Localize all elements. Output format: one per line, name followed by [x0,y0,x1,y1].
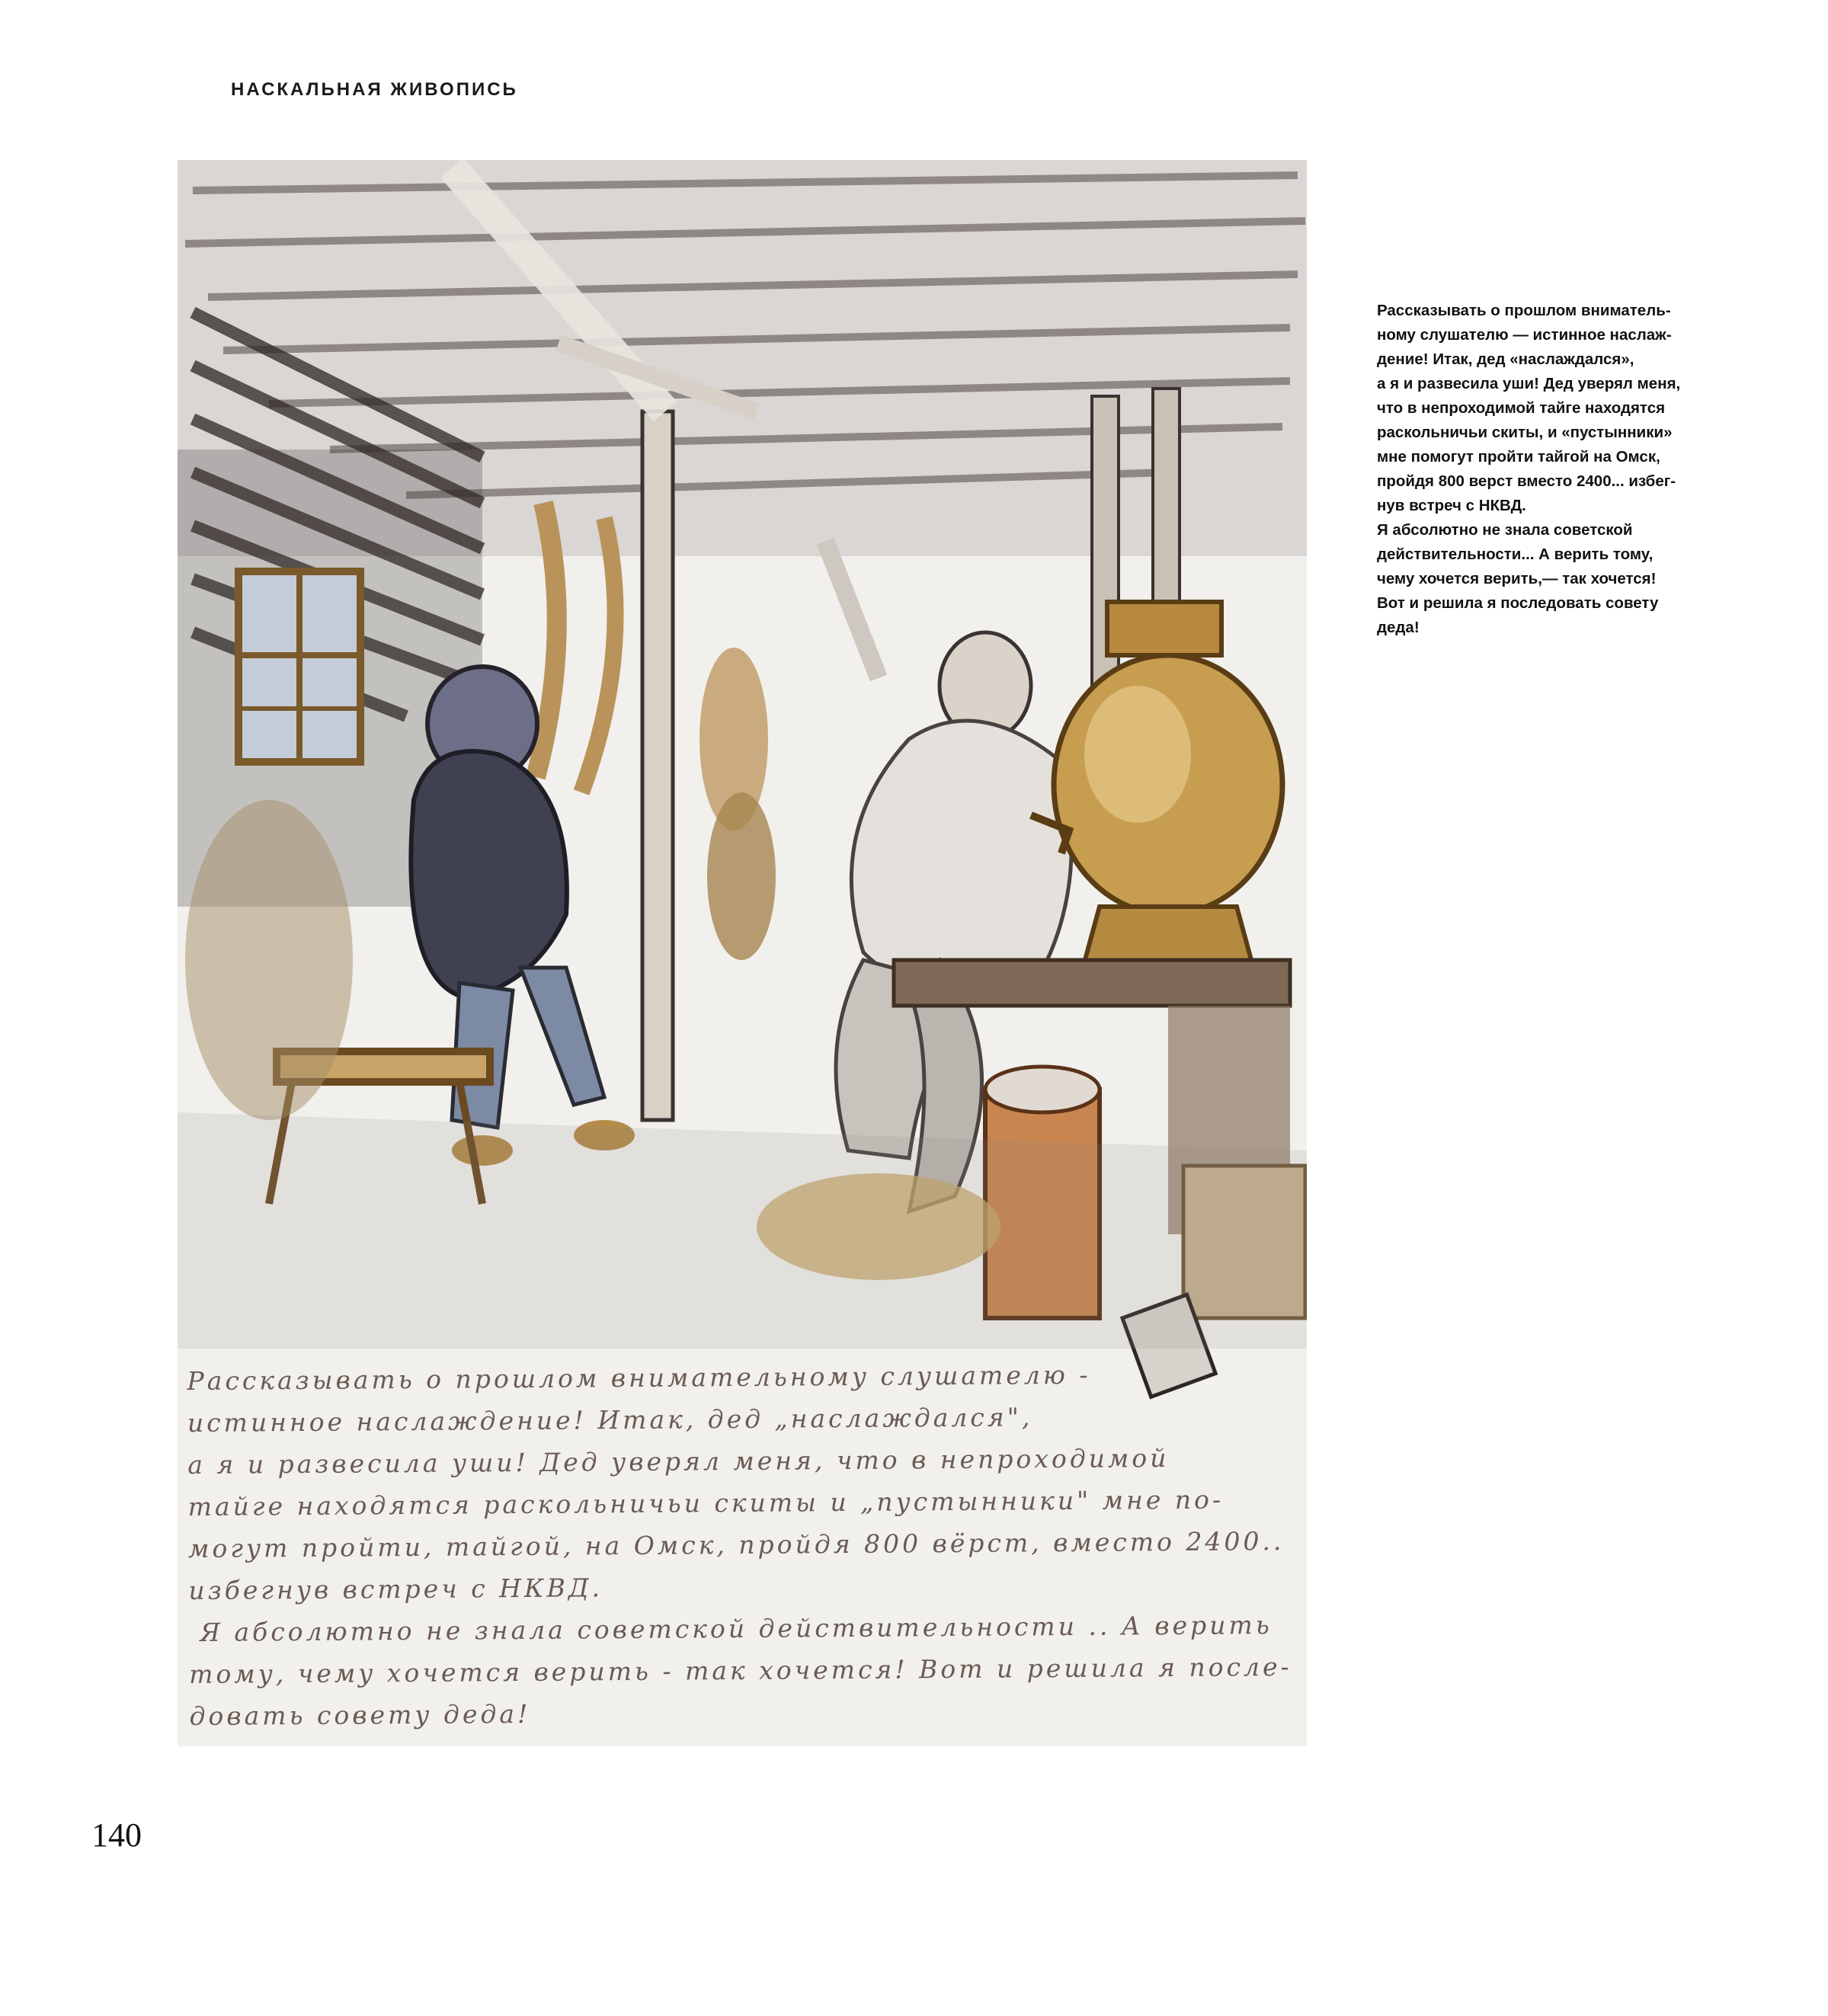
window [239,571,360,762]
illustration [178,160,1307,1746]
running-head: НАСКАЛЬНАЯ ЖИВОПИСЬ [231,79,518,100]
handwritten-caption: Рассказывать о прошлом внимательному слушателю - истинное наслаждение! Итак, дед „наслаждался", а я и развесила уши! Дед уверял меня, что в непроходимой тайге находятся раскольничьи скиты и „пустынники" мне по- могут пройти, тайгой, на Омск, пройдя 800 вёрст, вместо 2400.. избегнув встреч с НКВД. Я абсолютно не знала советской действительности .. А верить тому, чему хочется верить - так хочется! Вот и решила я после- довать совету деда! [187,1359,1292,1732]
page-number: 140 [91,1816,142,1854]
side-caption: Рассказывать о прошлом вниматель- ному слушателю — истинное наслаж- дение! Итак, дед «наслаждался», а я и развесила уши! Дед уверял меня, что в непроходимой тайге находятся раскольничьи скиты, и «пустынники» мне помогут пройти тайгой на Омск, пройдя 800 верст вместо 2400... избег- нув встреч с НКВД. Я абсолютно не знала советской действительности... А верить тому, чему хочется верить,— так хочется! Вот и решила я последовать совету деда! [1377,302,1681,636]
